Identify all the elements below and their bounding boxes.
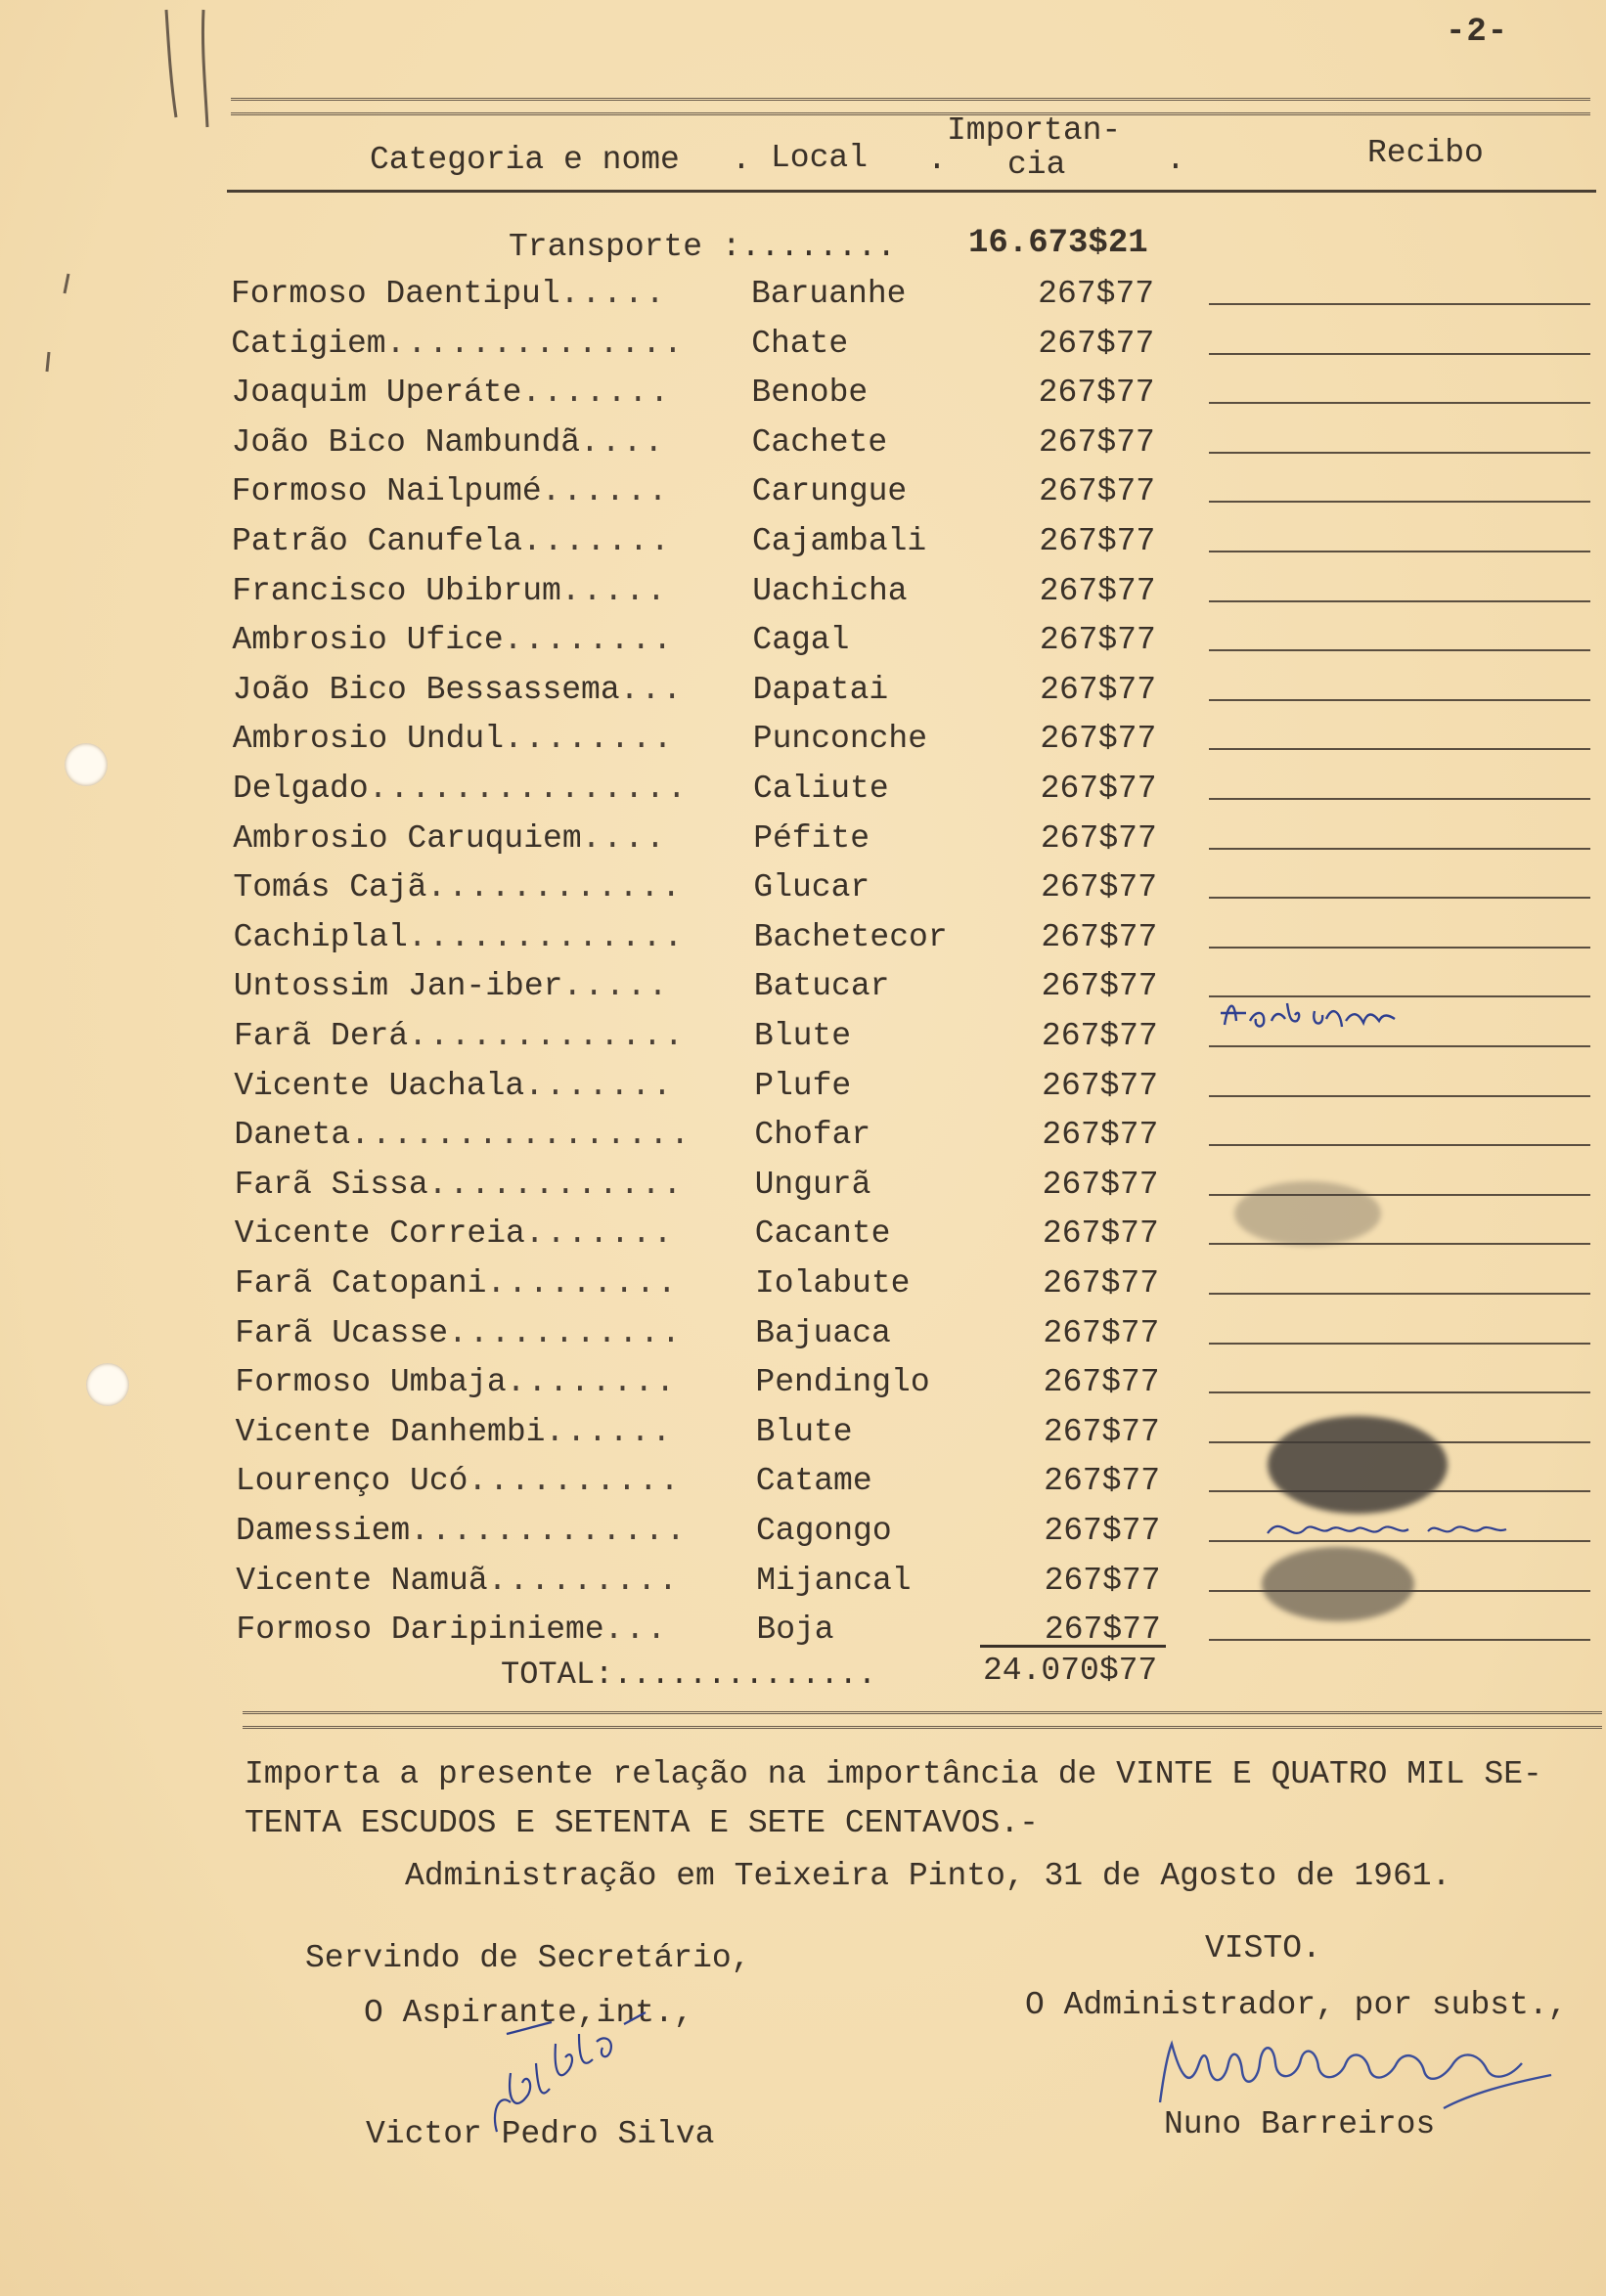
- row-local: Cagongo: [756, 1513, 892, 1549]
- left-handwritten-signature: [477, 2005, 663, 2141]
- row-local: Caliute: [753, 771, 889, 807]
- top-double-rule: [231, 98, 1590, 115]
- row-name: Ambrosio Ufice: [232, 622, 504, 659]
- row-amount: 267$77: [1043, 1413, 1160, 1450]
- receipt-signature-damessiem: [1262, 1504, 1536, 1553]
- row-local: Boja: [756, 1612, 834, 1649]
- row-name: Farã Derá: [234, 1018, 409, 1054]
- row-dot-leader: ............: [427, 1166, 685, 1203]
- row-dot-leader: ........: [506, 1364, 678, 1401]
- row-amount: 267$77: [1038, 423, 1155, 461]
- row-amount: 267$77: [1041, 1018, 1158, 1054]
- receipt-line: [1209, 1095, 1590, 1097]
- row-dot-leader: .......: [522, 523, 672, 559]
- row-dot-leader: ..............: [385, 325, 685, 362]
- receipt-line: [1209, 1243, 1590, 1245]
- row-dot-leader: .......: [524, 1215, 675, 1253]
- row-dot-leader: ............: [426, 869, 684, 906]
- table-row: [0, 326, 1606, 375]
- receipt-line: [1209, 1144, 1590, 1146]
- table-row: [0, 1068, 1606, 1117]
- right-handwritten-signature: [1150, 2024, 1561, 2122]
- table-row: [0, 869, 1606, 918]
- row-dot-leader: ..........: [468, 1463, 682, 1500]
- bottom-double-rule: [243, 1711, 1602, 1729]
- table-row: [0, 573, 1606, 622]
- row-amount: 267$77: [1044, 1562, 1161, 1599]
- row-amount: 267$77: [1044, 1463, 1160, 1500]
- receipt-line: [1209, 1343, 1590, 1345]
- receipt-line: [1209, 947, 1590, 949]
- row-dot-leader: ................: [350, 1117, 692, 1154]
- row-dot-leader: ........: [503, 622, 675, 659]
- row-dot-leader: ....: [580, 423, 666, 461]
- right-title: O Administrador, por subst.,: [1025, 1987, 1568, 2023]
- row-dot-leader: .............: [410, 1513, 688, 1549]
- row-dot-leader: ........: [504, 721, 675, 758]
- row-name: Farã Catopani: [235, 1265, 487, 1302]
- row-local: Cajambali: [752, 523, 927, 559]
- table-row: [0, 1315, 1606, 1364]
- statement-line-3: Administração em Teixeira Pinto, 31 de Agosto de 1961.: [405, 1858, 1451, 1894]
- row-local: Bajuaca: [755, 1314, 891, 1351]
- row-local: Baruanhe: [751, 276, 907, 312]
- table-row: [0, 622, 1606, 671]
- row-dot-leader: ......: [545, 1413, 674, 1450]
- row-amount: 267$77: [1038, 276, 1154, 312]
- header-amount-line2: cia: [1007, 147, 1066, 183]
- transport-amount: 16.673$21: [968, 225, 1148, 262]
- receipt-line: [1209, 748, 1590, 750]
- statement-line-1: Importa a presente relação na importância de VINTE E QUATRO MIL SE-: [245, 1756, 1542, 1792]
- header-category-name: Categoria e nome: [370, 142, 680, 178]
- left-role: Servindo de Secretário,: [305, 1940, 751, 1976]
- row-name: Tomás Cajã: [233, 869, 427, 906]
- receipt-line: [1209, 848, 1590, 850]
- row-local: Plufe: [754, 1067, 852, 1104]
- row-dot-leader: .............: [408, 1018, 686, 1054]
- receipt-line: [1209, 501, 1590, 503]
- row-local: Cachete: [751, 423, 888, 461]
- row-amount: 267$77: [1044, 1513, 1161, 1549]
- header-local: Local: [771, 140, 869, 176]
- row-amount: 267$77: [1042, 1166, 1159, 1203]
- row-local: Cacante: [754, 1215, 891, 1253]
- receipt-line: [1209, 798, 1590, 800]
- row-local: Punconche: [752, 721, 928, 758]
- row-local: Blute: [755, 1413, 853, 1450]
- receipt-line: [1209, 1293, 1590, 1295]
- row-name: Vicente Correia: [234, 1215, 525, 1253]
- row-name: Vicente Namuã: [236, 1562, 488, 1599]
- row-dot-leader: ...........: [448, 1314, 683, 1351]
- row-amount: 267$77: [1040, 771, 1157, 807]
- receipt-line: [1209, 452, 1590, 454]
- row-name: Joaquim Uperáte: [231, 375, 522, 412]
- row-amount: 267$77: [1043, 1314, 1160, 1351]
- receipt-line: [1209, 303, 1590, 305]
- row-dot-leader: ....: [581, 819, 667, 857]
- total-rule: [980, 1645, 1166, 1648]
- row-amount: 267$77: [1039, 473, 1155, 510]
- table-row: [0, 1364, 1606, 1413]
- row-name: Damessiem: [236, 1513, 411, 1549]
- page-number: -2-: [1446, 14, 1509, 51]
- punch-hole-bottom: [86, 1363, 129, 1406]
- header-amount-line1: Importan-: [947, 112, 1122, 149]
- receipt-line: [1209, 353, 1590, 355]
- row-dot-leader: .....: [559, 276, 667, 312]
- left-title: O Aspirante,int.,: [364, 1995, 693, 2031]
- row-local: Bachetecor: [753, 918, 948, 955]
- receipt-line: [1209, 649, 1590, 651]
- row-name: Untossim Jan-iber: [233, 968, 563, 1005]
- right-visto: VISTO.: [1205, 1930, 1321, 1966]
- row-amount: 267$77: [1041, 918, 1158, 955]
- total-amount: 24.070$77: [983, 1653, 1158, 1689]
- row-amount: 267$77: [1040, 671, 1156, 708]
- transport-label: Transporte :........: [509, 229, 897, 265]
- row-amount: 267$77: [1042, 1117, 1159, 1154]
- row-local: Benobe: [751, 375, 869, 412]
- row-dot-leader: ...: [619, 671, 685, 708]
- table-row: [0, 672, 1606, 721]
- row-local: Pendinglo: [755, 1364, 930, 1401]
- row-amount: 267$77: [1043, 1265, 1159, 1302]
- row-dot-leader: .............: [407, 918, 686, 955]
- row-dot-leader: .....: [562, 968, 670, 1005]
- receipt-line: [1209, 1391, 1590, 1393]
- row-local: Chofar: [754, 1117, 871, 1154]
- row-name: Formoso Daripinieme: [236, 1612, 604, 1649]
- statement-line-2: TENTA ESCUDOS E SETENTA E SETE CENTAVOS.-: [245, 1805, 1039, 1841]
- row-amount: 267$77: [1041, 869, 1157, 906]
- table-row: [0, 276, 1606, 325]
- header-dot-3: .: [1166, 142, 1185, 178]
- row-name: Formoso Nailpumé: [231, 473, 542, 510]
- receipt-line: [1209, 897, 1590, 899]
- punch-hole-top: [65, 743, 108, 786]
- row-local: Mijancal: [756, 1562, 912, 1599]
- row-name: Catigiem: [231, 325, 386, 362]
- row-dot-leader: ...............: [368, 771, 689, 807]
- header-receipt: Recibo: [1367, 135, 1484, 171]
- row-amount: 267$77: [1043, 1364, 1160, 1401]
- row-dot-leader: .......: [524, 1067, 674, 1104]
- row-dot-leader: ......: [541, 473, 670, 510]
- receipt-line: [1209, 1639, 1590, 1641]
- row-dot-leader: .......: [521, 375, 672, 412]
- row-local: Glucar: [753, 869, 870, 906]
- receipt-line: [1209, 699, 1590, 701]
- header-underline: [227, 190, 1596, 193]
- row-local: Iolabute: [755, 1265, 911, 1302]
- row-amount: 267$77: [1042, 1215, 1159, 1253]
- row-local: Carungue: [751, 473, 908, 510]
- table-row: [0, 1612, 1606, 1660]
- table-row: [0, 1265, 1606, 1314]
- row-amount: 267$77: [1044, 1612, 1161, 1649]
- row-name: Formoso Umbaja: [235, 1364, 507, 1401]
- header-dot-2: .: [927, 142, 947, 178]
- row-name: Formoso Daentipul: [231, 276, 560, 312]
- row-name: Vicente Danhembi: [235, 1413, 546, 1450]
- receipt-line: [1209, 600, 1590, 602]
- row-amount: 267$77: [1039, 622, 1156, 659]
- margin-tick-marks: [39, 0, 235, 391]
- row-local: Péfite: [753, 819, 870, 857]
- row-name: Ambrosio Caruquiem: [233, 819, 582, 857]
- row-name: Farã Sissa: [234, 1166, 428, 1203]
- receipt-line: [1209, 402, 1590, 404]
- table-row: [0, 375, 1606, 423]
- row-local: Catame: [755, 1463, 872, 1500]
- row-name: Vicente Uachala: [234, 1067, 525, 1104]
- row-local: Dapatai: [752, 671, 889, 708]
- row-local: Chate: [751, 325, 849, 362]
- row-amount: 267$77: [1039, 572, 1156, 609]
- receipt-line: [1209, 1045, 1590, 1047]
- header-dot-1: .: [732, 142, 751, 178]
- row-name: João Bico Bessassema: [232, 671, 620, 708]
- row-local: Uachicha: [752, 572, 908, 609]
- row-name: Cachiplal: [233, 918, 408, 955]
- row-amount: 267$77: [1042, 1067, 1158, 1104]
- row-local: Batucar: [753, 968, 890, 1005]
- row-amount: 267$77: [1039, 523, 1156, 559]
- table-row: [0, 919, 1606, 968]
- left-name: Victor Pedro Silva: [366, 2116, 715, 2152]
- table-row: [0, 1117, 1606, 1166]
- total-label: TOTAL:..............: [501, 1656, 877, 1693]
- table-row: [0, 523, 1606, 572]
- row-amount: 267$77: [1038, 325, 1155, 362]
- row-name: João Bico Nambundã: [231, 423, 581, 461]
- row-name: Lourenço Ucó: [235, 1463, 468, 1500]
- row-dot-leader: ...: [603, 1612, 669, 1649]
- row-dot-leader: .........: [487, 1562, 680, 1599]
- receipt-signature-fara-dera: [1217, 992, 1432, 1040]
- row-name: Ambrosio Undul: [232, 721, 505, 758]
- row-amount: 267$77: [1041, 968, 1158, 1005]
- row-dot-leader: .........: [486, 1265, 679, 1302]
- row-name: Farã Ucasse: [235, 1314, 449, 1351]
- row-name: Patrão Canufela: [232, 523, 523, 559]
- receipt-line: [1209, 551, 1590, 552]
- table-row: [0, 424, 1606, 473]
- row-amount: 267$77: [1040, 819, 1157, 857]
- row-name: Francisco Ubibrum: [232, 572, 561, 609]
- table-row: [0, 721, 1606, 770]
- row-local: Ungurã: [754, 1166, 871, 1203]
- fingerprint-vicente-correia: [1234, 1181, 1381, 1246]
- table-row: [0, 771, 1606, 819]
- fingerprint-lourenco-uco: [1268, 1416, 1448, 1514]
- right-name: Nuno Barreiros: [1164, 2106, 1436, 2142]
- row-amount: 267$77: [1038, 375, 1155, 412]
- row-local: Blute: [754, 1018, 852, 1054]
- fingerprint-vicente-namua: [1262, 1547, 1414, 1621]
- row-name: Daneta: [234, 1117, 351, 1154]
- table-row: [0, 820, 1606, 869]
- row-local: Cagal: [752, 622, 850, 659]
- row-dot-leader: .....: [560, 572, 668, 609]
- row-amount: 267$77: [1040, 721, 1157, 758]
- table-row: [0, 473, 1606, 522]
- row-name: Delgado: [233, 771, 369, 807]
